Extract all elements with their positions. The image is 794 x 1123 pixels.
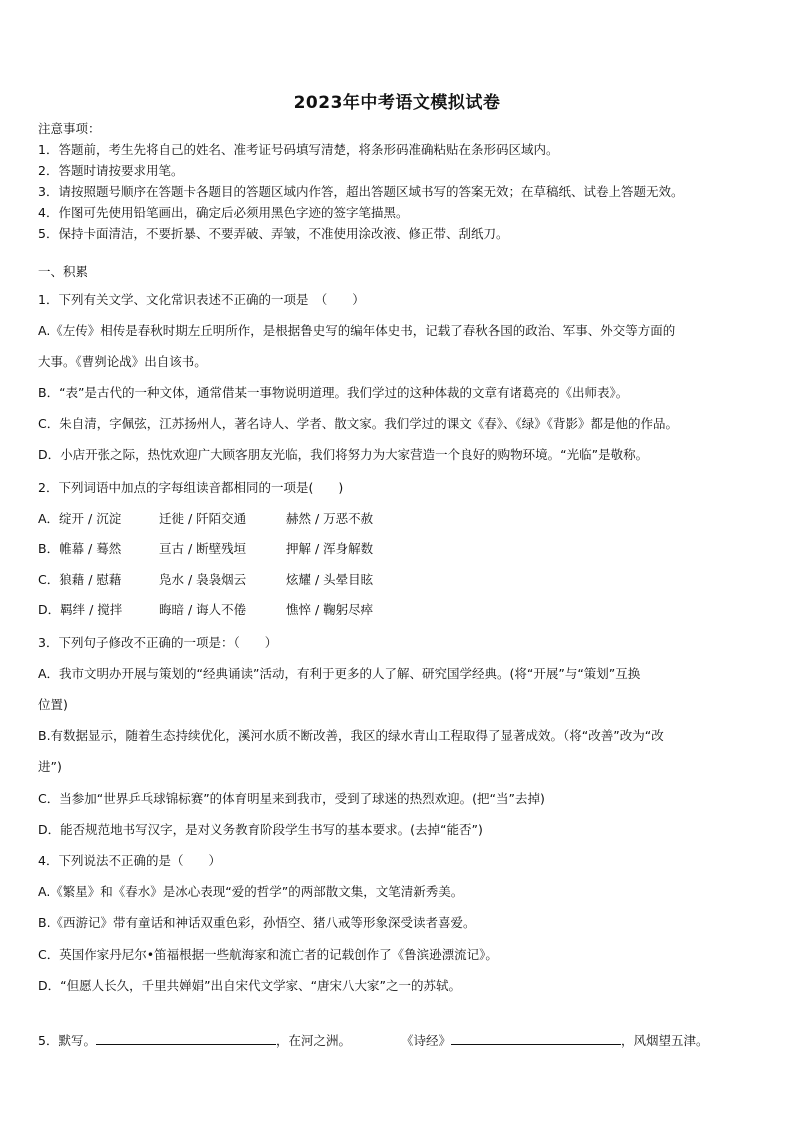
dictation-text: ，在河之洲。 [275,1033,351,1048]
question-1-option-a-cont: 大事。《曹刿论战》出自该书。 [38,354,207,369]
notice-item: 2．答题时请按要求用笔。 [38,163,184,178]
word-pair: A．绽开 / 沉淀 [38,511,122,526]
word-pair: 晦暗 / 诲人不倦 [159,602,247,617]
question-3-option-b: B.有数据显示，随着生态持续优化，溪河水质不断改善，我区的绿水青山工程取得了显著成效。（将“改善”改为“改 [38,728,664,743]
question-3-option-b-cont: 进”) [38,759,62,774]
word-pair: B．帷幕 / 蓦然 [38,541,122,556]
dictation-text: ，风烟望五津。 [620,1033,709,1048]
question-1-option-a: A.《左传》相传是春秋时期左丘明所作，是根据鲁史写的编年体史书，记载了春秋各国的政治、军事、外交等方面的 [38,323,676,338]
question-2-stem: 2．下列词语中加点的字每组读音都相同的一项是( ) [38,480,344,495]
question-1-option-d: D．小店开张之际，热忱欢迎广大顾客朋友光临，我们将努力为大家营造一个良好的购物环境。“光临”是敬称。 [38,447,649,462]
question-1-stem: 1．下列有关文学、文化常识表述不正确的一项是 （ ） [38,292,365,307]
word-pair: 亘古 / 断壁残垣 [159,541,247,556]
section-heading: 一、积累 [38,264,89,279]
question-3-stem: 3．下列句子修改不正确的一项是：（ ） [38,635,278,650]
word-pair: 押解 / 浑身解数 [286,541,374,556]
word-pair: 迁徙 / 阡陌交通 [159,511,247,526]
question-3-option-a: A．我市文明办开展与策划的“经典诵读”活动，有利于更多的人了解、研究国学经典。(将“开展”与“策划”互换 [38,666,641,681]
question-5-dictation [38,1030,760,1050]
question-4-stem: 4．下列说法不正确的是（ ） [38,853,221,868]
notice-item: 1．答题前，考生先将自己的姓名、准考证号码填写清楚，将条形码准确粘贴在条形码区域内。 [38,142,559,157]
answer-blank-1[interactable] [96,1030,276,1045]
word-pair: 赫然 / 万恶不赦 [286,511,374,526]
word-pair: 炫耀 / 头晕目眩 [286,572,374,587]
question-4-option-c: C．英国作家丹尼尔•笛福根据一些航海家和流亡者的记载创作了《鲁滨逊漂流记》。 [38,947,498,962]
word-pair: C．狼藉 / 慰藉 [38,572,122,587]
question-3-option-d: D．能否规范地书写汉字，是对义务教育阶段学生书写的基本要求。(去掉“能否”) [38,822,483,837]
poem-source: 《诗经》 [400,1033,451,1048]
question-5-label: 5．默写。 [38,1033,96,1048]
question-4-option-d: D．“但愿人长久，千里共婵娟”出自宋代文学家、“唐宋八大家”之一的苏轼。 [38,978,462,993]
question-1-option-b: B．“表”是古代的一种文体，通常借某一事物说明道理。我们学过的这种体裁的文章有诸葛亮的《出师表》。 [38,385,629,400]
question-1-option-c: C．朱自清，字佩弦，江苏扬州人，著名诗人、学者、散文家。我们学过的课文《春》、《绿》《背影》都是他的作品。 [38,416,678,431]
question-4-option-a: A.《繁星》和《春水》是冰心表现“爱的哲学”的两部散文集，文笔清新秀美。 [38,884,464,899]
question-3-option-a-cont: 位置) [38,697,68,712]
page-title: 2023年中考语文模拟试卷 [293,93,501,113]
notice-item: 5．保持卡面清洁，不要折暴、不要弄破、弄皱，不准使用涂改液、修正带、刮纸刀。 [38,226,509,241]
word-pair: D．羁绊 / 搅拌 [38,602,123,617]
question-4-option-b: B.《西游记》带有童话和神话双重色彩，孙悟空、猪八戒等形象深受读者喜爱。 [38,915,476,930]
word-pair: 憔悴 / 鞠躬尽瘁 [286,602,374,617]
notice-item: 4．作图可先使用铅笔画出，确定后必须用黑色字迹的签字笔描黑。 [38,205,409,220]
notice-heading: 注意事项： [38,121,101,136]
question-3-option-c: C．当参加“世界乒乓球锦标赛”的体育明星来到我市，受到了球迷的热烈欢迎。(把“当”去掉) [38,791,545,806]
answer-blank-2[interactable] [451,1030,621,1045]
word-pair: 凫水 / 袅袅烟云 [159,572,247,587]
notice-item: 3．请按照题号顺序在答题卡各题目的答题区域内作答，超出答题区域书写的答案无效；在草稿纸、试卷上答题无效。 [38,184,684,199]
